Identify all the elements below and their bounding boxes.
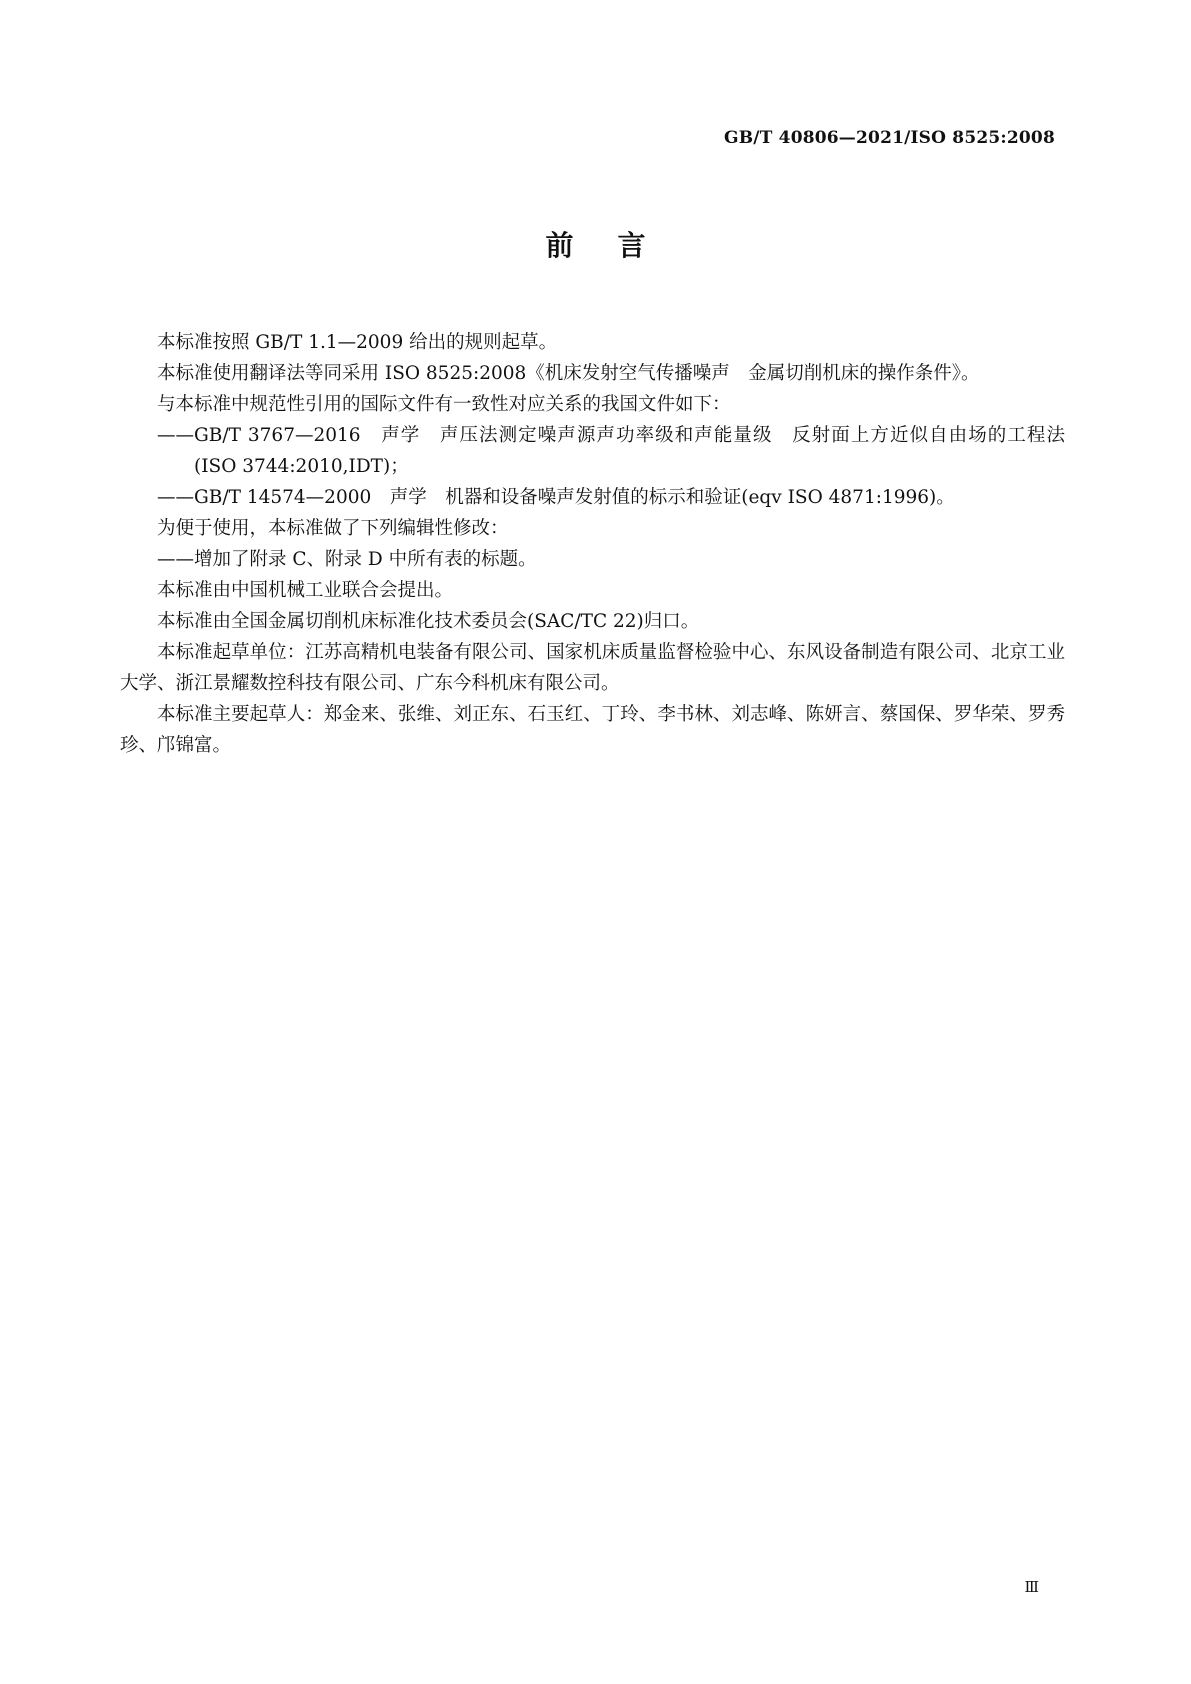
paragraph-under-jurisdiction: 本标准由全国金属切削机床标准化技术委员会(SAC/TC 22)归口。 bbox=[157, 611, 700, 632]
standard-number-header: GB/T 40806—2021/ISO 8525:2008 bbox=[724, 128, 1055, 148]
reference-item-gbt3767: ——GB/T 3767—2016 声学 声压法测定噪声源声功率级和声能量级 反射面上方近似自由场的工程法(ISO 3744:2010,IDT)； bbox=[157, 425, 1065, 477]
paragraph-editorial-intro: 为便于使用，本标准做了下列编辑性修改： bbox=[157, 518, 509, 539]
paragraph-adoption: 本标准使用翻译法等同采用 ISO 8525:2008《机床发射空气传播噪声 金属切削机床的操作条件》。 bbox=[157, 363, 980, 384]
foreword-body bbox=[120, 327, 1065, 761]
page-title: 前言 bbox=[545, 229, 690, 262]
paragraph-references-intro: 与本标准中规范性引用的国际文件有一致性对应关系的我国文件如下： bbox=[157, 394, 731, 415]
reference-item-gbt14574: ——GB/T 14574—2000 声学 机器和设备噪声发射值的标示和验证(eqv ISO 4871:1996)。 bbox=[157, 487, 955, 508]
page-number: Ⅲ bbox=[1024, 1578, 1039, 1596]
paragraph-proposed-by: 本标准由中国机械工业联合会提出。 bbox=[157, 580, 454, 601]
paragraph-drafting-rules: 本标准按照 GB/T 1.1—2009 给出的规则起草。 bbox=[157, 332, 558, 353]
editorial-change-item: ——增加了附录 C、附录 D 中所有表的标题。 bbox=[157, 549, 537, 570]
paragraph-drafting-units: 本标准起草单位：江苏高精机电装备有限公司、国家机床质量监督检验中心、东风设备制造有限公司、北京工业大学、浙江景耀数控科技有限公司、广东今科机床有限公司。 bbox=[120, 642, 1065, 694]
paragraph-drafters: 本标准主要起草人：郑金来、张维、刘正东、石玉红、丁玲、李书林、刘志峰、陈妍言、蔡国保、罗华荣、罗秀珍、邝锦富。 bbox=[120, 704, 1065, 756]
